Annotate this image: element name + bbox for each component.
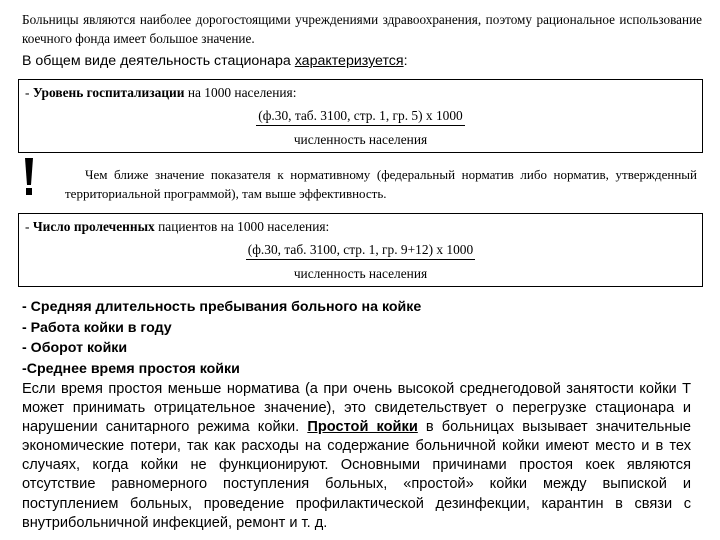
box1-denominator: численность населения	[293, 132, 428, 147]
treated-patients-box	[18, 213, 703, 287]
bed-downtime-term: Простой койки	[307, 419, 418, 436]
bed-downtime-paragraph	[22, 380, 691, 533]
summary-prefix: В общем виде деятельность стационара	[22, 53, 295, 69]
box2-denominator: численность населения	[293, 266, 428, 281]
hospitalization-level-box	[18, 79, 703, 153]
intro-paragraph: Больницы являются наиболее дорогостоящими учреждениями здравоохранения, поэтому рациональное использование коечного фонда имеет большое значение.	[22, 12, 702, 46]
summary-line	[22, 52, 702, 70]
box2-dash: -	[25, 219, 33, 234]
list-item: - Работа койки в году	[22, 319, 172, 336]
box1-rest: на 1000 населения:	[184, 85, 297, 100]
box2-term: Число пролеченных	[32, 219, 155, 234]
hospitalization-level-heading	[25, 83, 296, 102]
summary-suffix: :	[403, 53, 408, 69]
hospitalization-formula	[19, 106, 702, 126]
effectiveness-note: Чем ближе значение показателя к нормативному (федеральный норматив либо норматив, утвержденный территориальной программой), там выше эффективность.	[65, 167, 697, 201]
treated-patients-heading	[25, 217, 329, 236]
summary-underlined: характеризуется	[294, 53, 404, 69]
treated-patients-formula	[19, 240, 702, 260]
box2-numerator: (ф.30, таб. 3100, стр. 1, гр. 9+12) х 1000	[246, 240, 475, 260]
body-part1: Если время простоя меньше норматива (а при очень высокой среднегодовой занятости койки Т может принимать отрицательное значение), это свидетельствует о перегрузке стационара и нарушении санитарного режима койки.	[22, 381, 691, 436]
list-item: - Оборот койки	[22, 340, 128, 356]
box1-numerator: (ф.30, таб. 3100, стр. 1, гр. 5) х 1000	[256, 106, 464, 126]
list-item: - Средняя длительность пребывания больного на койке	[22, 299, 422, 315]
indicator-list	[22, 297, 702, 379]
body-part2: в больницах вызывает значительные экономические потери, так как расходы на содержание больничной койки имеют место и в тех случаях, когда койки не функционируют. Основными причинами простоя коек являются отсутствие равномерного поступления больных, «простой» койки между выпиской и поступлением больных, проведение профилактической дезинфекции, карантин в связи с внутрибольничной инфекцией, ремонт и т. д.	[22, 419, 691, 531]
list-item: -Среднее время простоя койки	[22, 360, 240, 377]
box1-term: Уровень госпитализации	[32, 85, 185, 100]
exclamation-icon	[22, 157, 36, 197]
box2-rest: пациентов на 1000 населения:	[154, 219, 330, 234]
box1-dash: -	[25, 85, 33, 100]
